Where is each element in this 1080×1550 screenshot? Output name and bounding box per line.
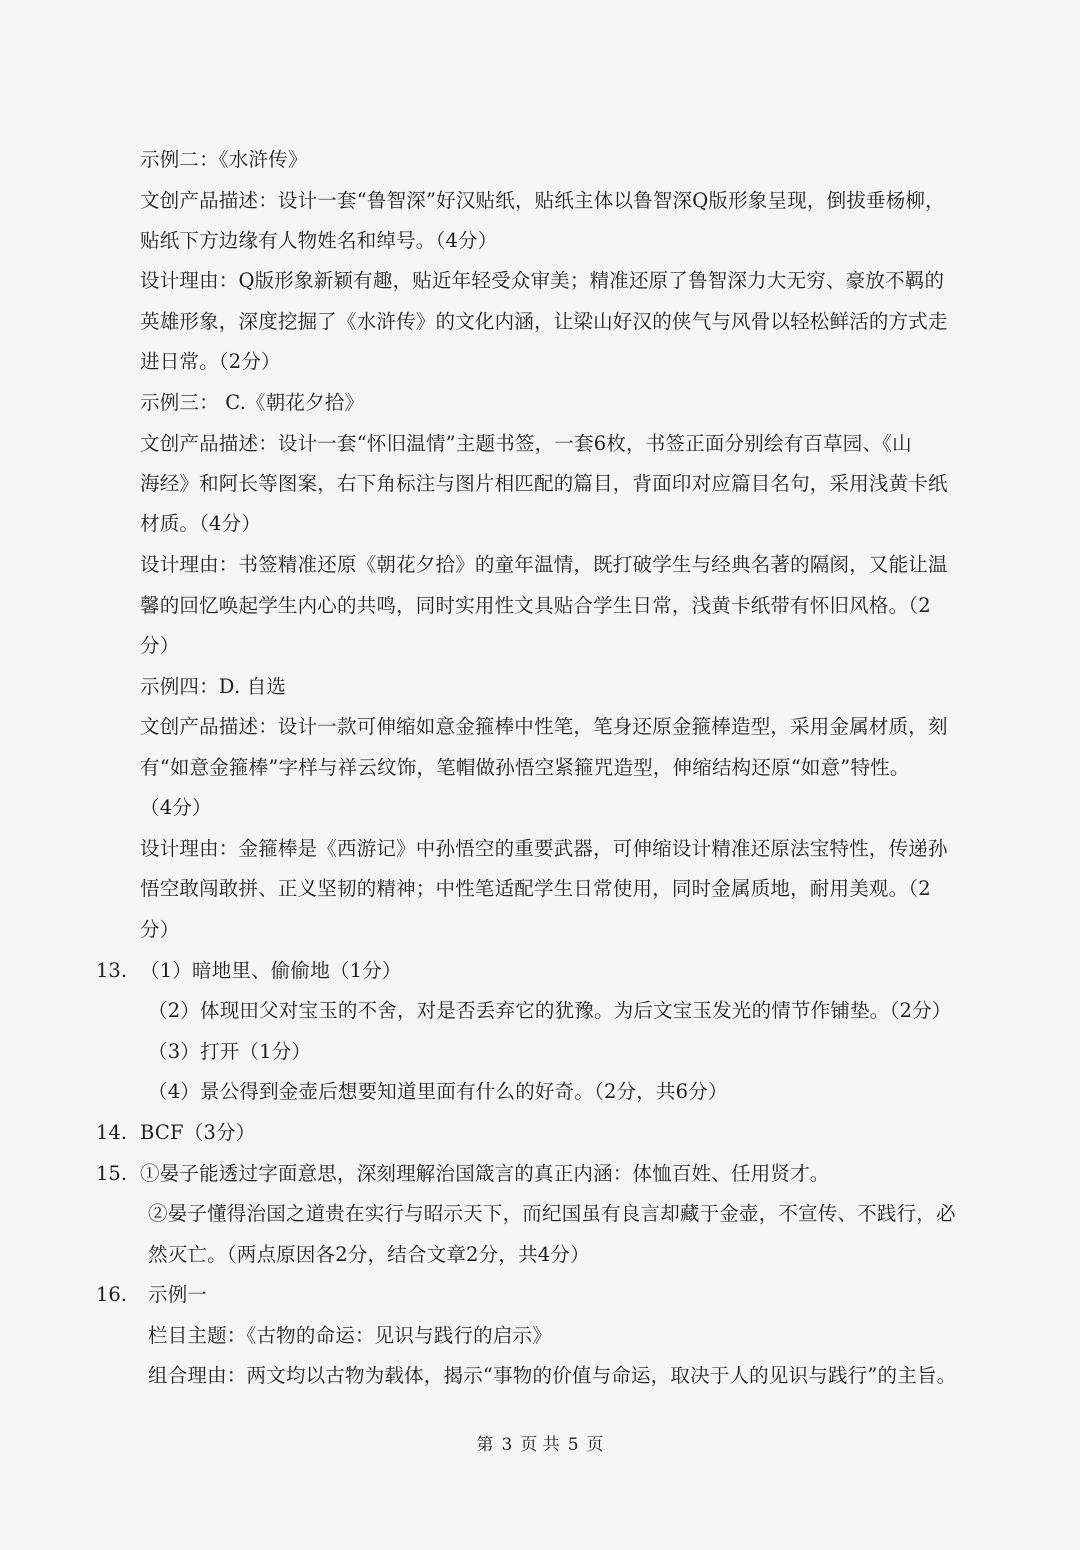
example3-desc-line-1: 文创产品描述：设计一套“怀旧温情”主题书签，一套6枚，书签正面分别绘有百草园、《山	[140, 432, 912, 455]
question-15-line-3: 然灭亡。（两点原因各2分，结合文章2分，共4分）	[148, 1243, 590, 1266]
example2-reason-line-3: 进日常。（2分）	[140, 350, 281, 373]
question-16-example-label: 示例一	[148, 1283, 208, 1306]
footer-page-label: 第	[476, 1435, 494, 1455]
example4-desc-line-3: （4分）	[140, 796, 212, 819]
question-13-item-4: （4）景公得到金壶后想要知道里面有什么的好奇。（2分，共6分）	[148, 1080, 728, 1103]
question-13-item-1: （1）暗地里、偷偷地（1分）	[140, 959, 402, 982]
question-13-number: 13.	[96, 959, 128, 982]
footer-total-pages: 5	[567, 1435, 579, 1455]
question-16-number: 16.	[96, 1283, 128, 1306]
question-16-theme: 栏目主题：《古物的命运：见识与践行的启示》	[148, 1324, 552, 1347]
example2-desc-line-1: 文创产品描述：设计一套“鲁智深”好汉贴纸，贴纸主体以鲁智深Q版形象呈现，倒拔垂杨柳，	[140, 189, 945, 212]
footer-end-label: 页	[586, 1435, 604, 1455]
example4-desc-line-2: 有“如意金箍棒”字样与祥云纹饰，笔帽做孙悟空紧箍咒造型，伸缩结构还原“如意”特性。	[140, 756, 910, 779]
footer-mid-label: 页 共	[520, 1435, 560, 1455]
example3-title: 示例三： C.《朝花夕拾》	[140, 391, 365, 414]
question-13-item-2: （2）体现田父对宝玉的不舍，对是否丢弃它的犹豫。为后文宝玉发光的情节作铺垫。（2分）	[148, 999, 952, 1022]
question-14-answer: BCF（3分）	[140, 1121, 256, 1144]
question-13-item-3: （3）打开（1分）	[148, 1040, 312, 1063]
page-footer	[0, 1432, 1080, 1458]
example4-reason-line-2: 悟空敢闯敢拼、正义坚韧的精神；中性笔适配学生日常使用，同时金属质地，耐用美观。（2	[140, 877, 931, 900]
question-15-line-2: ②晏子懂得治国之道贵在实行与昭示天下，而纪国虽有良言却藏于金壶，不宣传、不践行，必	[148, 1202, 956, 1225]
example3-reason-line-2: 馨的回忆唤起学生内心的共鸣，同时实用性文具贴合学生日常，浅黄卡纸带有怀旧风格。（2	[140, 594, 931, 617]
example4-desc-line-1: 文创产品描述：设计一款可伸缩如意金箍棒中性笔，笔身还原金箍棒造型，采用金属材质，刻	[140, 715, 948, 738]
footer-page-number: 3	[501, 1435, 513, 1455]
example2-title: 示例二：《水浒传》	[140, 148, 308, 171]
example3-desc-line-3: 材质。（4分）	[140, 512, 262, 535]
question-15-number: 15.	[96, 1162, 128, 1185]
question-14-number: 14.	[96, 1121, 128, 1144]
example3-reason-line-3: 分）	[140, 634, 180, 657]
example2-reason-line-2: 英雄形象，深度挖掘了《水浒传》的文化内涵，让梁山好汉的侠气与风骨以轻松鲜活的方式走	[140, 310, 948, 333]
example2-reason-line-1: 设计理由：Q版形象新颖有趣，贴近年轻受众审美；精准还原了鲁智深力大无穷、豪放不羁的	[140, 269, 945, 292]
example4-reason-line-1: 设计理由：金箍棒是《西游记》中孙悟空的重要武器，可伸缩设计精准还原法宝特性，传递孙	[140, 837, 948, 860]
example3-reason-line-1: 设计理由：书签精准还原《朝花夕拾》的童年温情，既打破学生与经典名著的隔阂，又能让温	[140, 553, 948, 576]
question-15-line-1: ①晏子能透过字面意思，深刻理解治国箴言的真正内涵：体恤百姓、任用贤才。	[140, 1162, 830, 1185]
example4-title: 示例四：D. 自选	[140, 675, 287, 698]
example2-desc-line-2: 贴纸下方边缘有人物姓名和绰号。（4分）	[140, 229, 498, 252]
example3-desc-line-2: 海经》和阿长等图案，右下角标注与图片相匹配的篇目，背面印对应篇目名句，采用浅黄卡纸	[140, 472, 948, 495]
question-16-reason: 组合理由：两文均以古物为载体，揭示“事物的价值与命运，取决于人的见识与践行”的主旨。	[148, 1364, 957, 1387]
example4-reason-line-3: 分）	[140, 918, 180, 941]
